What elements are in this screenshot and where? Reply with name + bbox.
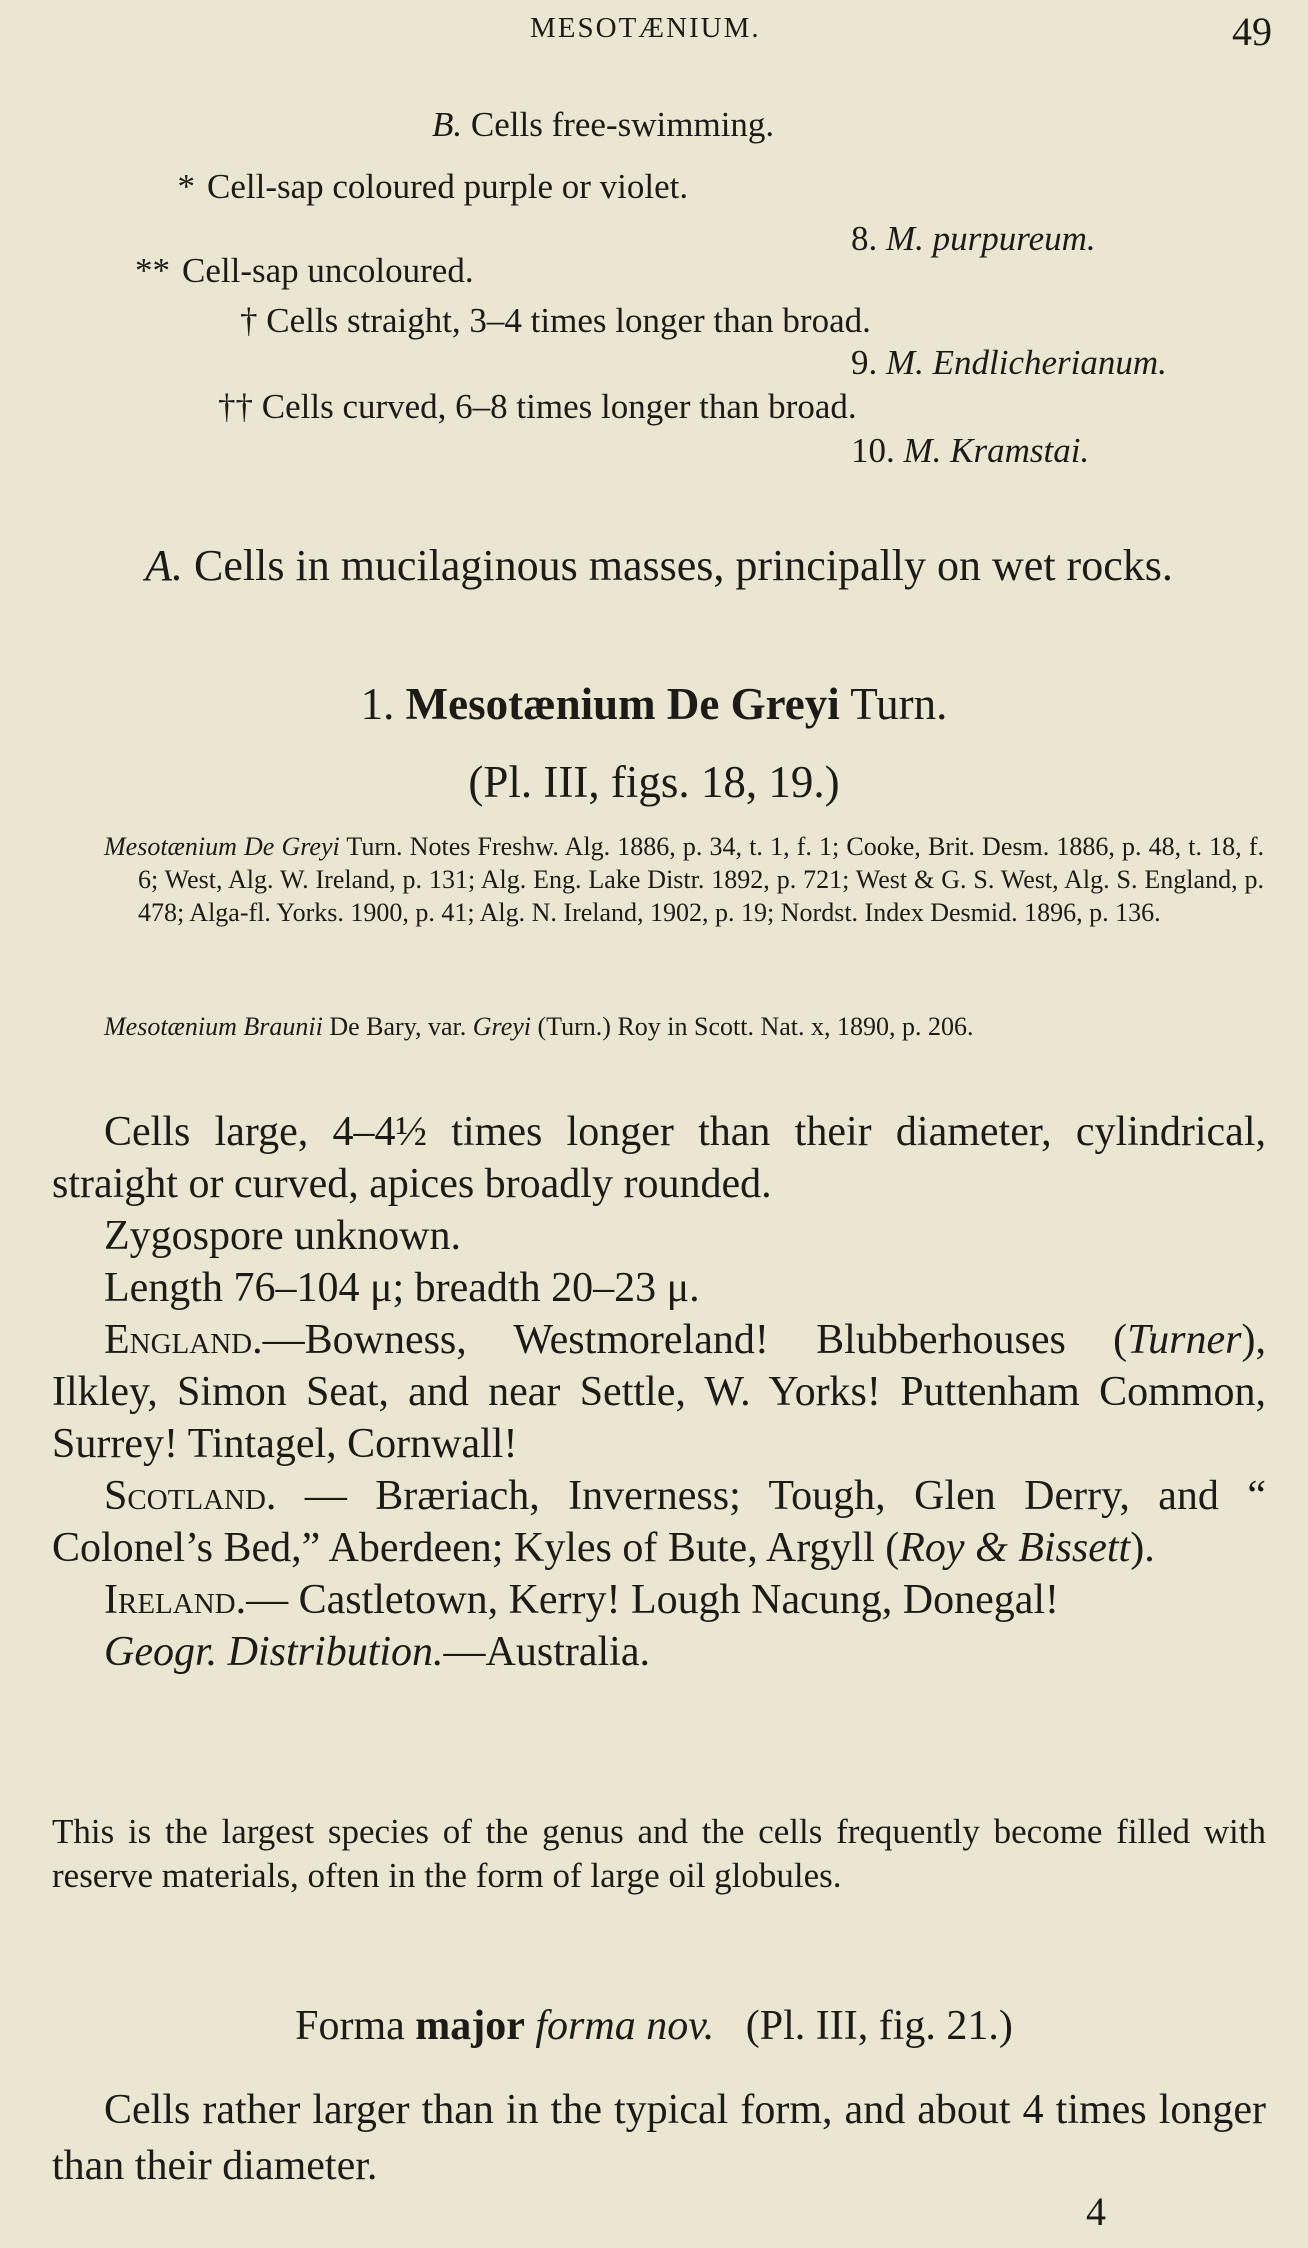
scotland-text-b: ). bbox=[1130, 1525, 1155, 1571]
cells-text-b: times longer than their diameter, cylindrical, straight or curved, apices broadly rounded. bbox=[52, 1109, 1266, 1207]
england-localities bbox=[52, 1314, 1266, 1470]
species-plate-ref: (Pl. III, figs. 18, 19.) bbox=[468, 757, 840, 807]
synonym-1-text: Turn. Notes Freshw. Alg. 1886, p. 34, t. 1, f. 1; Cooke, Brit. Desm. 1886, p. 48, t. 18, f. 6; West, Alg. W. Ireland, p. 131; Alg. Eng. Lake Distr. 1892, p. 721; West & G. S. West, Alg. S. England, p. 478; Alga-fl. Yorks. 1900, p. 41; Alg. N. Ireland, 1902, p. 19; Nordst. Index Desmid. 1896, p. 136. bbox=[138, 832, 1264, 927]
scotland-label: Scotland. bbox=[104, 1473, 277, 1519]
synonym-2-var: Greyi bbox=[472, 1012, 532, 1041]
key-dag1-mark: † bbox=[240, 301, 258, 340]
section-heading-a bbox=[48, 540, 1270, 592]
key-sp9-name: M. Endlicherianum. bbox=[886, 343, 1167, 382]
key-dag2-line bbox=[218, 386, 857, 428]
forma-heading bbox=[0, 2002, 1308, 2050]
key-sp10-name: M. Kramstai. bbox=[903, 431, 1090, 470]
species-note: This is the largest species of the genus and the cells frequently become filled with reserve materials, often in the form of large oil globules. bbox=[52, 1812, 1266, 1895]
england-text-b: ), Ilkley, Simon Seat, and near Settle, W. Yorks! Puttenham Common, Surrey! Tintagel, Cornwall! bbox=[52, 1317, 1266, 1467]
synonym-2-text: (Turn.) Roy in Scott. Nat. x, 1890, p. 206. bbox=[537, 1012, 974, 1041]
cells-description bbox=[52, 1106, 1266, 1210]
key-star1-mark: * bbox=[177, 167, 195, 206]
england-text-a: —Bowness, Westmoreland! Blubberhouses ( bbox=[262, 1317, 1128, 1363]
synonym-1-name: Mesotænium De Greyi bbox=[104, 832, 340, 861]
ireland-text: — Castletown, Kerry! Lough Nacung, Donegal! bbox=[246, 1577, 1060, 1623]
forma-word: Forma bbox=[295, 2003, 405, 2049]
zygospore-line: Zygospore unknown. bbox=[104, 1213, 461, 1259]
key-dag2-mark: †† bbox=[218, 387, 253, 426]
page-number: 49 bbox=[1232, 9, 1272, 54]
key-star1-line bbox=[155, 166, 688, 208]
key-sp8-line bbox=[851, 218, 1096, 260]
cells-fraction: ½ bbox=[395, 1109, 428, 1155]
species-name: Mesotænium De Greyi bbox=[405, 679, 840, 729]
geogr-label: Geogr. Distribution. bbox=[104, 1629, 444, 1675]
synonymy-1 bbox=[104, 830, 1264, 929]
forma-description: Cells rather larger than in the typical form, and about 4 times longer than their diameter. bbox=[52, 2087, 1266, 2189]
species-description bbox=[52, 1106, 1266, 1678]
forma-name: major bbox=[415, 2003, 525, 2049]
key-dag1-line bbox=[240, 300, 871, 342]
forma-plate-ref: (Pl. III, fig. 21.) bbox=[745, 2003, 1013, 2049]
scotland-localities bbox=[52, 1470, 1266, 1574]
dimensions-line: Length 76–104 μ; breadth 20–23 μ. bbox=[104, 1265, 700, 1311]
signature-mark: 4 bbox=[1086, 2189, 1106, 2234]
synonymy-2 bbox=[104, 1010, 1264, 1043]
key-sp10-line bbox=[851, 430, 1089, 472]
synonym-2-mid: De Bary, var. bbox=[329, 1012, 467, 1041]
ireland-localities bbox=[52, 1574, 1266, 1626]
key-star2-mark: ** bbox=[135, 251, 170, 290]
geogr-text: —Australia. bbox=[443, 1629, 650, 1675]
england-collector: Turner bbox=[1127, 1317, 1242, 1363]
key-sp9-line bbox=[851, 342, 1167, 384]
species-heading bbox=[0, 678, 1308, 730]
key-star2-line bbox=[130, 250, 474, 292]
species-number: 1. bbox=[360, 679, 395, 729]
ireland-label: Ireland. bbox=[104, 1577, 247, 1623]
synonym-2-name: Mesotænium Braunii bbox=[104, 1012, 323, 1041]
key-star2-text: Cell-sap uncoloured. bbox=[182, 251, 474, 290]
key-sp9-num: 9. bbox=[851, 343, 878, 382]
key-star1-text: Cell-sap coloured purple or violet. bbox=[207, 167, 689, 206]
running-header bbox=[0, 8, 1308, 58]
section-letter: A. bbox=[145, 541, 184, 590]
key-b-letter: B. bbox=[432, 105, 463, 144]
geographic-distribution bbox=[52, 1626, 1266, 1678]
key-sp10-num: 10. bbox=[851, 431, 895, 470]
section-text: Cells in mucilaginous masses, principally on wet rocks. bbox=[194, 541, 1173, 590]
scotland-collectors: Roy & Bissett bbox=[899, 1525, 1131, 1571]
england-label: England. bbox=[104, 1317, 263, 1363]
running-title: MESOTÆNIUM. bbox=[530, 12, 761, 44]
key-sp8-name: M. purpureum. bbox=[886, 219, 1096, 258]
key-b-line bbox=[432, 104, 774, 146]
key-dag2-text: Cells curved, 6–8 times longer than broad. bbox=[261, 387, 857, 426]
key-sp8-num: 8. bbox=[851, 219, 878, 258]
species-author: Turn. bbox=[850, 679, 948, 729]
cells-text-a: Cells large, 4–4 bbox=[104, 1109, 396, 1155]
scotland-text-a: — Bræriach, Inverness; Tough, Glen Derry, and “ Colonel’s Bed,” Aberdeen; Kyles of Bute, Argyll ( bbox=[52, 1473, 1266, 1571]
key-dag1-text: Cells straight, 3–4 times longer than broad. bbox=[266, 301, 871, 340]
forma-nov: forma nov. bbox=[535, 2003, 715, 2049]
key-b-text: Cells free-swimming. bbox=[470, 105, 775, 144]
